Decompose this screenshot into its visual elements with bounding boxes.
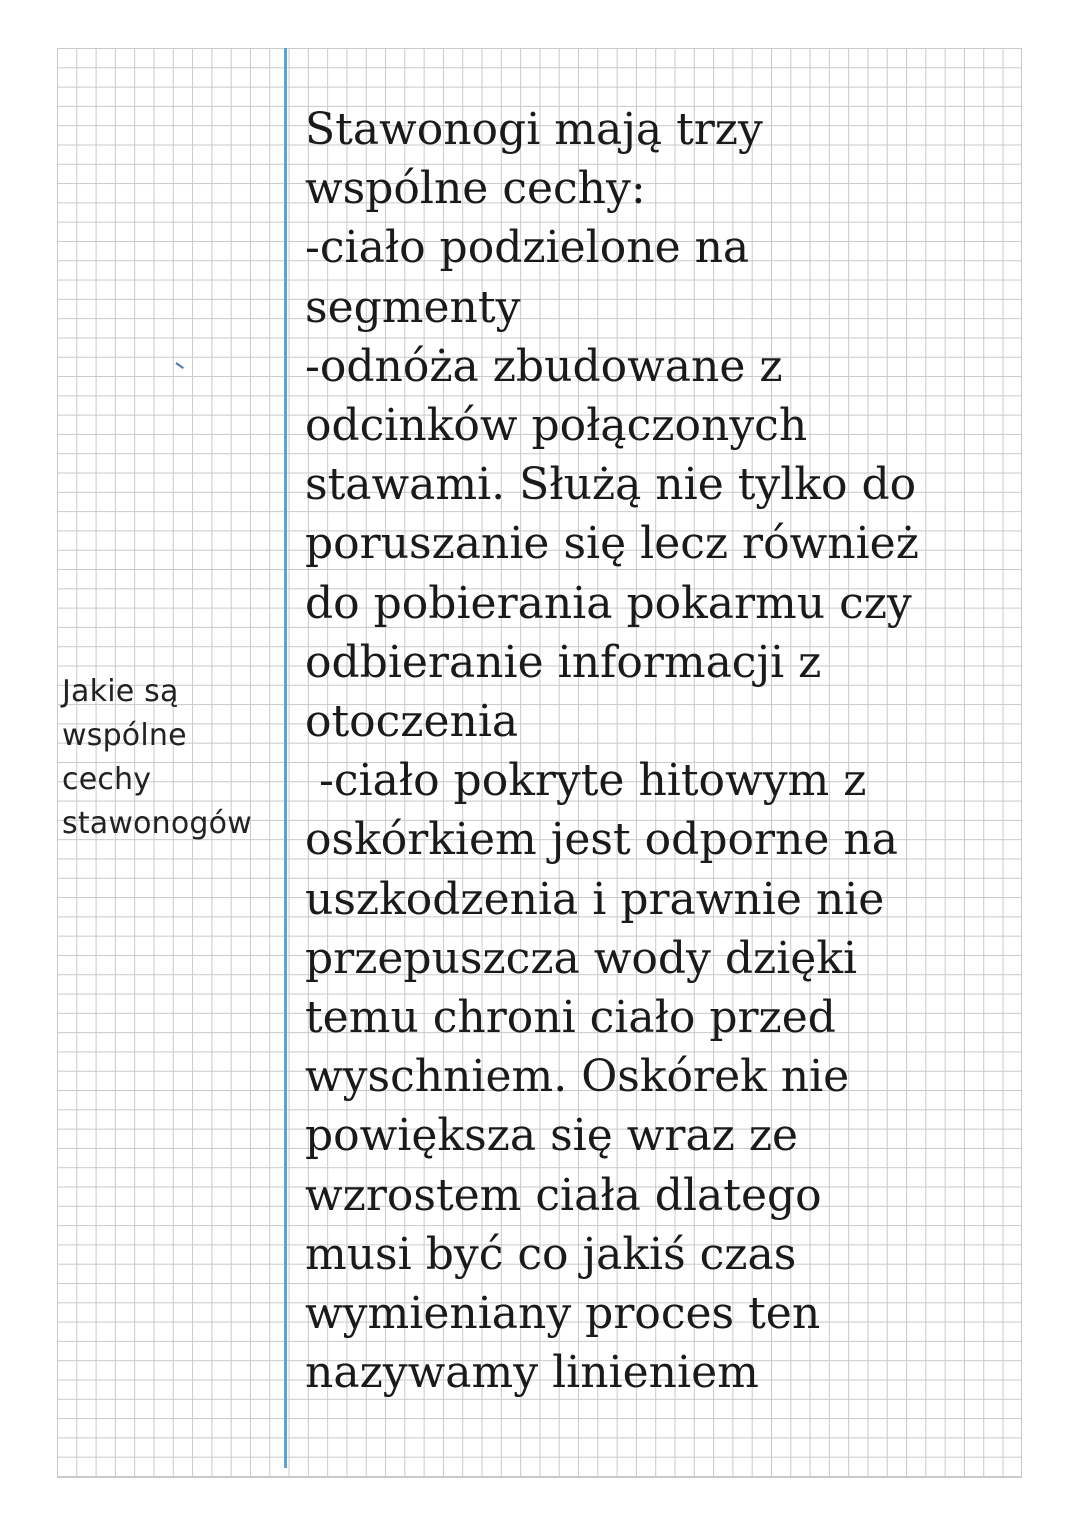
answer-line: odcinków połączonych [305, 400, 808, 452]
answer-line: segmenty [305, 281, 521, 333]
answer-line: otoczenia [305, 696, 519, 748]
answer-line: powiększa się wraz ze [305, 1110, 799, 1162]
answer-line: wzrostem ciała dlatego [305, 1169, 822, 1221]
answer-line: -odnóża zbudowane z [305, 340, 783, 392]
answer-line: wspólne cechy: [305, 163, 646, 215]
answer-line: poruszanie się lecz również [305, 518, 919, 570]
answer-line: uszkodzenia i prawnie nie [305, 873, 885, 925]
answer-line: wyschniem. Oskórek nie [305, 1051, 850, 1103]
answer-line: odbieranie informacji z [305, 636, 822, 688]
question-text [62, 670, 292, 846]
answer-line: oskórkiem jest odporne na [305, 814, 898, 866]
answer-line: nazywamy linieniem [305, 1347, 759, 1399]
answer-line: -ciało pokryte hitowym z [305, 755, 867, 807]
question-line: stawonogów [62, 806, 252, 841]
question-line: wspólne [62, 718, 187, 753]
answer-line: stawami. Służą nie tylko do [305, 459, 917, 511]
answer-line: -ciało podzielone na [305, 222, 750, 274]
answer-text [305, 100, 1005, 1402]
answer-line: temu chroni ciało przed [305, 992, 836, 1044]
answer-line: wymieniany proces ten [305, 1288, 821, 1340]
answer-line: musi być co jakiś czas [305, 1228, 797, 1280]
answer-line: przepuszcza wody dzięki [305, 932, 858, 984]
question-line: Jakie są [62, 674, 179, 709]
question-line: cechy [62, 762, 152, 797]
answer-line: Stawonogi mają trzy [305, 104, 763, 155]
answer-line: do pobierania pokarmu czy [305, 577, 912, 629]
